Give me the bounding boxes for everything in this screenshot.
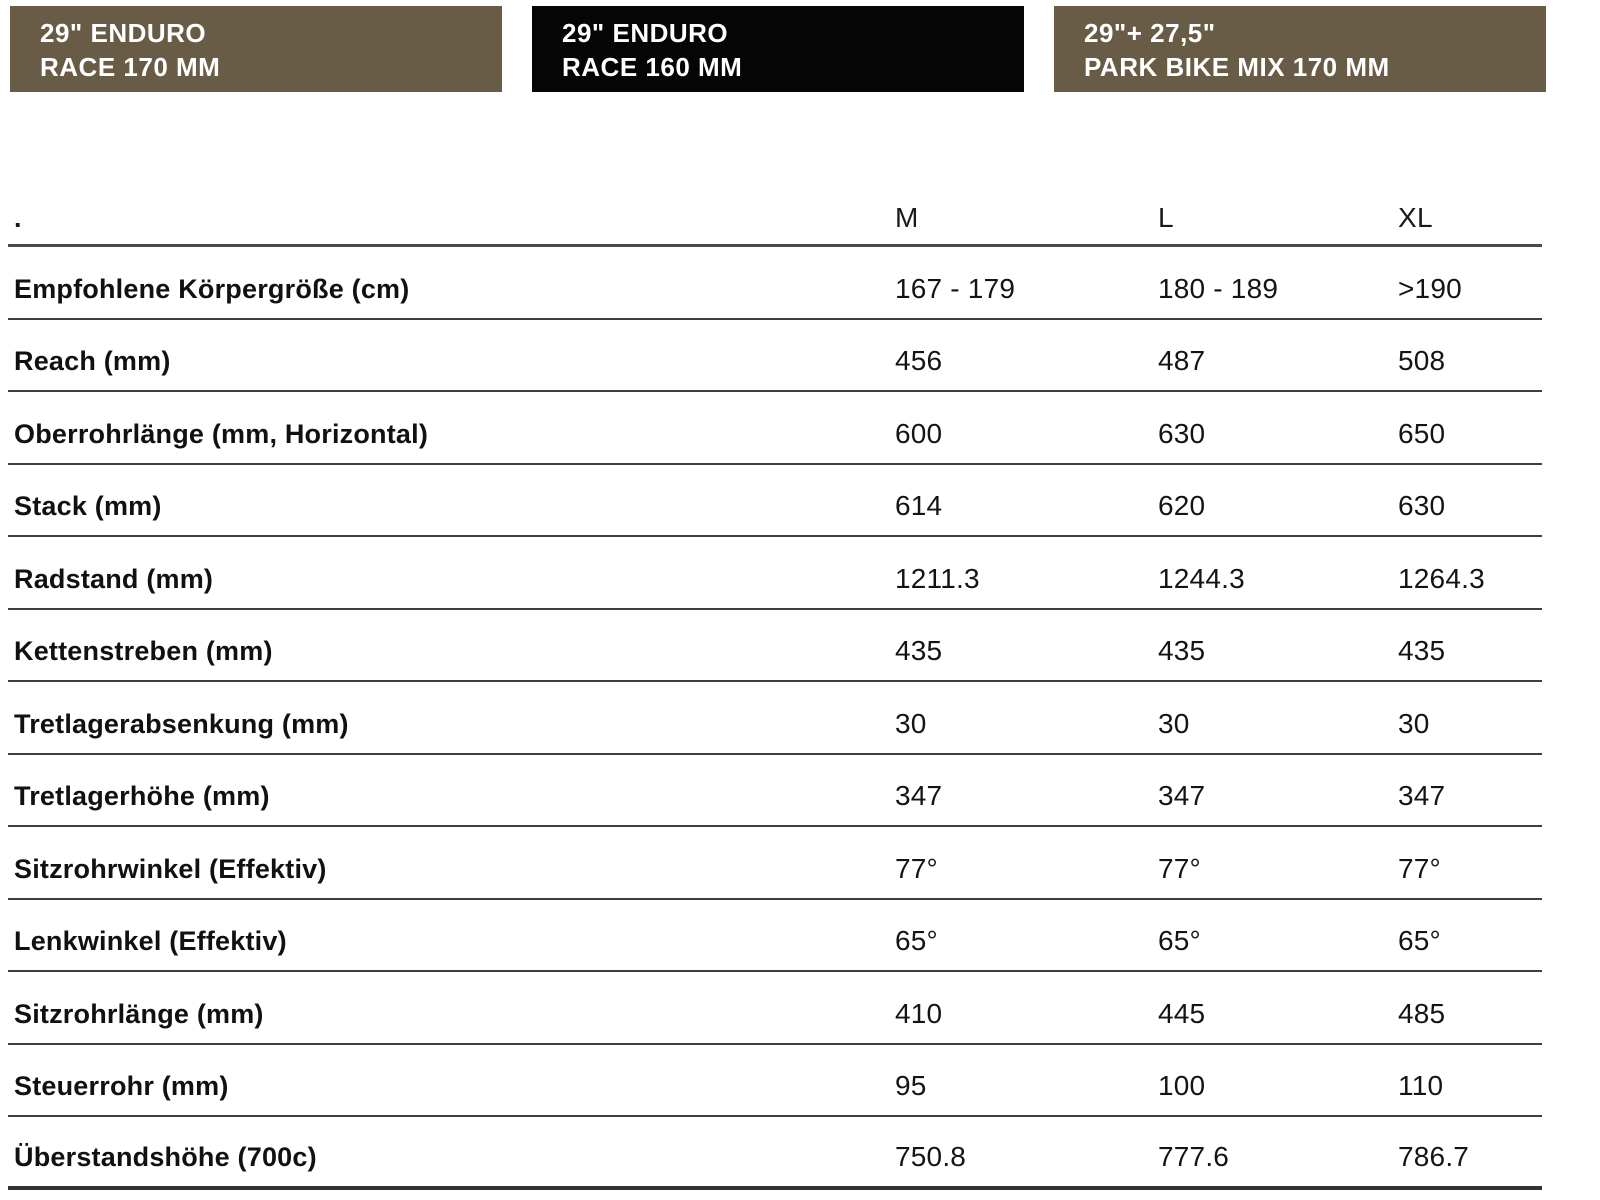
tab-label-line2: RACE 170 MM bbox=[40, 52, 221, 82]
row-label: Überstandshöhe (700c) bbox=[14, 1141, 317, 1172]
table-row bbox=[8, 900, 1542, 973]
row-label: Reach (mm) bbox=[14, 346, 171, 376]
table-row bbox=[8, 537, 1542, 610]
value-l: 180 - 189 bbox=[1158, 272, 1279, 304]
row-label: Sitzrohrwinkel (Effektiv) bbox=[14, 853, 327, 884]
tab-enduro-race-160[interactable] bbox=[532, 6, 1024, 92]
value-xl: 347 bbox=[1398, 780, 1446, 811]
header-size-m: M bbox=[895, 202, 919, 233]
row-label: Radstand (mm) bbox=[14, 563, 214, 594]
header-size-l: L bbox=[1158, 202, 1174, 233]
value-xl: 508 bbox=[1398, 345, 1446, 376]
value-l: 435 bbox=[1158, 635, 1206, 666]
value-m: 65° bbox=[895, 925, 938, 956]
table-row bbox=[8, 320, 1542, 393]
value-l: 347 bbox=[1158, 780, 1206, 811]
value-l: 30 bbox=[1158, 707, 1190, 739]
header-size-xl: XL bbox=[1398, 202, 1433, 233]
value-l: 1244.3 bbox=[1158, 562, 1245, 594]
value-l: 777.6 bbox=[1158, 1140, 1230, 1172]
table-row bbox=[8, 392, 1542, 465]
table-row bbox=[8, 610, 1542, 683]
tab-enduro-race-170[interactable] bbox=[10, 6, 502, 92]
table-header-row bbox=[8, 190, 1542, 247]
table-row bbox=[8, 755, 1542, 828]
value-m: 456 bbox=[895, 345, 943, 376]
table-row bbox=[8, 827, 1542, 900]
value-xl: >190 bbox=[1398, 272, 1462, 304]
value-m: 95 bbox=[895, 1070, 927, 1101]
value-l: 65° bbox=[1158, 925, 1201, 956]
value-m: 77° bbox=[895, 852, 938, 884]
row-label: Tretlagerabsenkung (mm) bbox=[14, 708, 349, 739]
tab-label-line2: RACE 160 MM bbox=[562, 52, 743, 82]
tab-label-line2: PARK BIKE MIX 170 MM bbox=[1084, 52, 1390, 82]
tab-label-line1: 29"+ 27,5" bbox=[1084, 18, 1216, 48]
table-row bbox=[8, 972, 1542, 1045]
variant-tabs bbox=[10, 6, 1546, 92]
row-label: Kettenstreben (mm) bbox=[14, 636, 273, 666]
table-row bbox=[8, 682, 1542, 755]
tab-label-line1: 29" ENDURO bbox=[562, 18, 729, 48]
header-placeholder-dot: . bbox=[14, 203, 22, 233]
value-m: 30 bbox=[895, 707, 927, 739]
value-l: 100 bbox=[1158, 1070, 1206, 1101]
value-m: 614 bbox=[895, 490, 943, 521]
value-xl: 110 bbox=[1398, 1070, 1444, 1101]
value-xl: 485 bbox=[1398, 997, 1446, 1029]
value-m: 750.8 bbox=[895, 1140, 967, 1172]
value-l: 487 bbox=[1158, 345, 1206, 376]
value-l: 620 bbox=[1158, 490, 1206, 521]
value-m: 167 - 179 bbox=[895, 272, 1016, 304]
value-xl: 650 bbox=[1398, 417, 1446, 449]
row-label: Sitzrohrlänge (mm) bbox=[14, 998, 264, 1029]
tab-park-bike-mix-170[interactable] bbox=[1054, 6, 1546, 92]
table-row bbox=[8, 247, 1542, 320]
value-xl: 65° bbox=[1398, 925, 1441, 956]
row-label: Empfohlene Körpergröße (cm) bbox=[14, 273, 410, 304]
table-row bbox=[8, 1117, 1542, 1190]
value-m: 410 bbox=[895, 997, 943, 1029]
value-l: 630 bbox=[1158, 417, 1206, 449]
value-xl: 435 bbox=[1398, 635, 1446, 666]
table-row bbox=[8, 1045, 1542, 1118]
geometry-table bbox=[8, 190, 1542, 1190]
table-row bbox=[8, 465, 1542, 538]
row-label: Stack (mm) bbox=[14, 491, 162, 521]
value-xl: 630 bbox=[1398, 490, 1446, 521]
row-label: Oberrohrlänge (mm, Horizontal) bbox=[14, 418, 429, 449]
table-body bbox=[8, 247, 1542, 1190]
value-m: 600 bbox=[895, 417, 943, 449]
row-label: Tretlagerhöhe (mm) bbox=[14, 781, 270, 811]
row-label: Steuerrohr (mm) bbox=[14, 1071, 229, 1101]
row-label: Lenkwinkel (Effektiv) bbox=[14, 926, 287, 956]
value-l: 77° bbox=[1158, 852, 1201, 884]
value-m: 347 bbox=[895, 780, 943, 811]
value-xl: 786.7 bbox=[1398, 1140, 1470, 1172]
value-xl: 77° bbox=[1398, 852, 1441, 884]
value-m: 1211.3 bbox=[895, 562, 980, 594]
value-xl: 30 bbox=[1398, 707, 1430, 739]
tab-label-line1: 29" ENDURO bbox=[40, 18, 207, 48]
value-xl: 1264.3 bbox=[1398, 562, 1485, 594]
value-l: 445 bbox=[1158, 997, 1206, 1029]
value-m: 435 bbox=[895, 635, 943, 666]
